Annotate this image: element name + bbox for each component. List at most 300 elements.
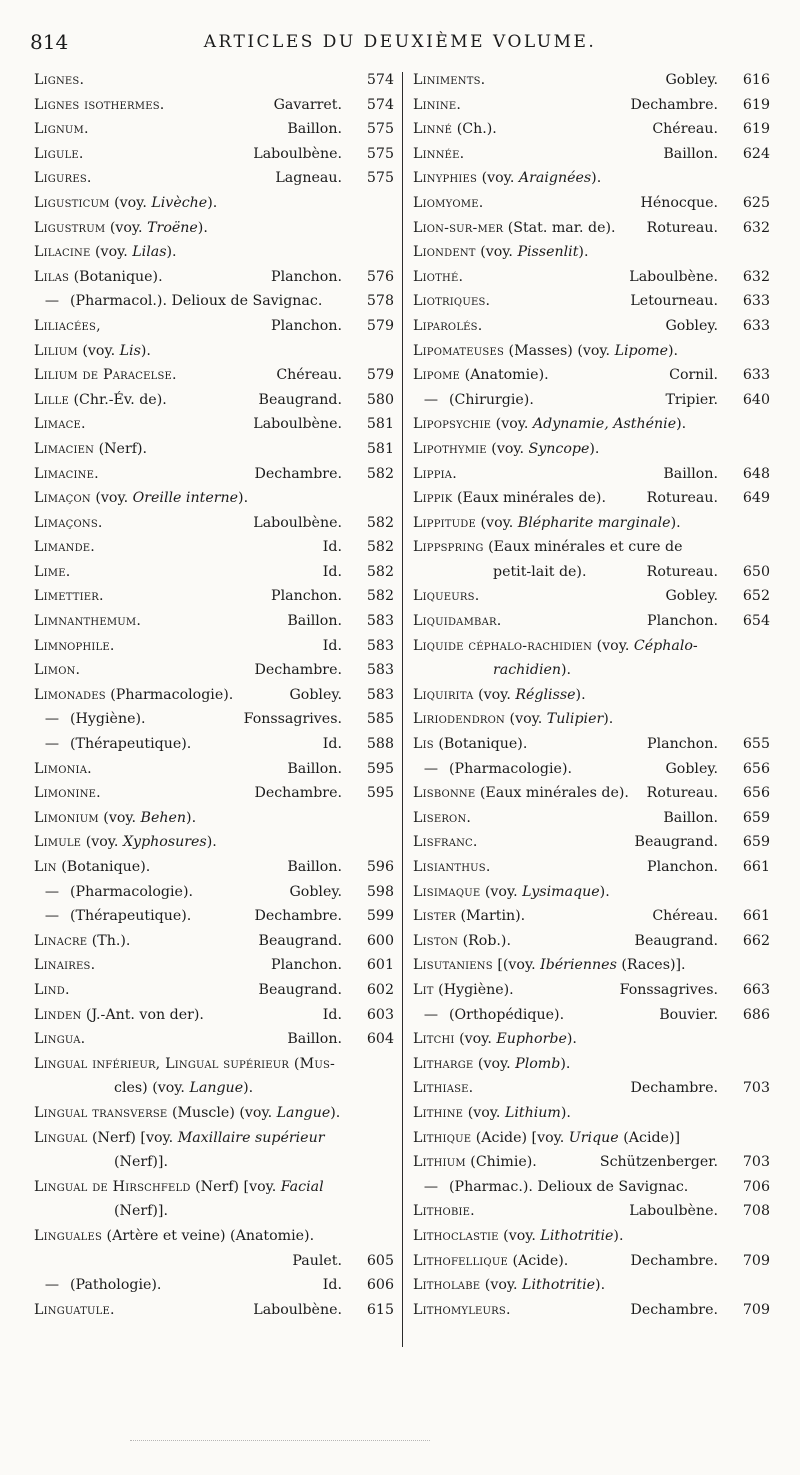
entry-headword: Liothé.: [413, 268, 464, 285]
entry-headword: Linnée.: [413, 145, 465, 162]
entry-qualifier: (Eaux minérales de).: [479, 785, 629, 802]
entry-headword: Liomyome.: [413, 194, 484, 211]
index-entry: [34, 953, 394, 978]
entry-xref: [(voy.: [497, 957, 541, 974]
entry-xref-end: ).: [186, 809, 197, 826]
entry-xref-end: ).: [578, 244, 589, 261]
entry-xref: (voy.: [495, 416, 533, 433]
entry-page: 599: [366, 908, 394, 925]
entry-headword: Lithobie.: [413, 1203, 475, 1220]
entry-author: Dechambre.: [254, 465, 342, 482]
index-entry: [34, 584, 394, 609]
index-entry: [34, 1175, 394, 1224]
entry-headword: Litharge: [413, 1055, 474, 1072]
index-entry: [34, 68, 394, 93]
index-entry: [34, 289, 394, 314]
entry-text: (Nerf) [voy.: [87, 1129, 178, 1146]
entry-headword: Lilacine: [34, 244, 91, 261]
entry-headword: Lin: [34, 859, 57, 875]
entry-page: 595: [366, 760, 394, 777]
entry-xref: (voy.: [481, 170, 519, 187]
entry-page: 619: [742, 96, 770, 113]
index-entry: [413, 1224, 770, 1249]
entry-xref: (voy.: [95, 244, 133, 261]
entry-author: Chéreau.: [652, 121, 718, 138]
entry-xref: (voy.: [103, 809, 141, 826]
entry-qualifier: (Pharmacologie).: [449, 760, 572, 777]
entry-line-2: [34, 1199, 394, 1224]
index-entry: [34, 265, 394, 290]
page-title: ARTICLES DU DEUXIÈME VOLUME.: [203, 32, 597, 52]
entry-page: 659: [742, 834, 770, 851]
page-number: 814: [30, 30, 69, 54]
entry-line-1: [413, 535, 770, 560]
entry-headword: Lille: [34, 391, 69, 408]
entry-headword: Lithine: [413, 1104, 464, 1121]
entry-line-1: [34, 1175, 394, 1200]
entry-page: 619: [742, 121, 770, 138]
index-entry: [413, 166, 770, 191]
entry-page: 661: [742, 908, 770, 925]
entry-xref: (Acide) [voy.: [475, 1129, 569, 1146]
entry-line-1: [34, 1224, 394, 1249]
index-entry: [413, 781, 770, 806]
entry-headword: Lithique: [413, 1129, 472, 1146]
right-column: [413, 68, 770, 1322]
entry-author: Laboulbène.: [629, 1203, 718, 1220]
entry-xref-end: ).: [676, 416, 687, 433]
entry-page: 588: [366, 736, 394, 753]
entry-dash: —: [44, 1277, 60, 1294]
entry-qualifier: (Orthopédique).: [449, 1006, 565, 1023]
entry-xref: (voy.: [484, 1277, 523, 1294]
entry-page: 656: [742, 760, 770, 777]
index-entry: [34, 609, 394, 634]
entry-headword: Lisfranc.: [413, 834, 478, 851]
entry-author: Planchon.: [271, 957, 342, 974]
entry-headword: Liston: [413, 932, 459, 949]
entry-headword: Limnophile.: [34, 637, 115, 654]
entry-page: 581: [366, 440, 394, 457]
index-entry: [413, 93, 770, 118]
entry-xref: (Masses) (voy.: [508, 342, 615, 359]
entry-headword: Liniments.: [413, 72, 486, 88]
entry-page: 615: [366, 1301, 394, 1318]
entry-author: Gobley.: [665, 317, 718, 334]
entry-author: Baillon.: [663, 465, 718, 482]
entry-xref: (voy.: [467, 1104, 505, 1121]
index-entry: [34, 1052, 394, 1101]
index-entry: [413, 289, 770, 314]
entry-page: 616: [742, 72, 770, 88]
index-entry: [413, 1175, 770, 1200]
index-entry: [34, 314, 394, 339]
entry-headword: Liparolés.: [413, 317, 483, 334]
entry-headword: Lithium: [413, 1154, 466, 1171]
entry-headword: Ligures.: [34, 170, 92, 187]
entry-headword: Limacine.: [34, 465, 99, 482]
entry-author: Id.: [322, 736, 342, 753]
entry-dash: —: [44, 736, 60, 753]
entry-page: 709: [742, 1252, 770, 1269]
index-entry: [34, 781, 394, 806]
entry-qualifier: (Stat. mar. de).: [507, 219, 616, 236]
entry-page: 652: [742, 588, 770, 605]
entry-line-1: [34, 1126, 394, 1151]
entry-qualifier: (Hygiène).: [70, 711, 146, 728]
entry-xref-target: Troëne: [147, 219, 198, 236]
entry-headword: Linacre: [34, 932, 88, 949]
entry-qualifier: (Chirurgie).: [449, 391, 534, 408]
index-entry: [34, 535, 394, 560]
index-entry: [413, 880, 770, 905]
entry-headword: Linné: [413, 121, 453, 138]
entry-xref-target: Lithium: [504, 1104, 561, 1121]
entry-xref-end: ).: [599, 883, 610, 900]
entry-xref-target: Tulipier: [546, 711, 604, 728]
entry-headword: Liondent: [413, 244, 476, 261]
entry-author: Baillon.: [287, 613, 342, 630]
index-entry: [34, 511, 394, 536]
entry-headword: Lingual inférieur, Lingual supérieur (Mus-: [34, 1055, 335, 1072]
index-entry: [413, 1126, 770, 1151]
entry-xref-end: ).: [670, 514, 681, 531]
entry-xref-target: Ibériennes: [540, 957, 617, 974]
entry-author: Planchon.: [647, 859, 718, 875]
entry-headword: Liseron.: [413, 809, 472, 826]
entry-author: Dechambre.: [630, 1252, 718, 1269]
entry-headword: Limacien: [34, 440, 95, 457]
index-entry: [34, 904, 394, 929]
entry-qualifier: (Hygiène).: [438, 981, 514, 998]
entry-headword: Limonium: [34, 809, 99, 826]
entry-headword: Lithiase.: [413, 1080, 474, 1097]
entry-xref-target: Réglisse: [515, 686, 576, 703]
entry-headword: Linyphies: [413, 170, 478, 187]
entry-headword: Lippia.: [413, 465, 457, 482]
entry-qualifier: (Chr.-Év. de).: [73, 391, 167, 408]
entry-headword: Lis: [413, 736, 434, 753]
entry-qualifier: (Pathologie).: [70, 1277, 162, 1294]
entry-author: Dechambre.: [630, 1080, 718, 1097]
entry-headword: Lithomyleurs.: [413, 1301, 511, 1318]
entry-text: (Eaux minérales et cure de: [483, 539, 683, 556]
entry-headword: Lipomateuses: [413, 342, 505, 359]
entry-headword: Linine.: [413, 96, 462, 113]
entry-qualifier: (Rob.).: [462, 932, 511, 949]
entry-xref-end: ).: [595, 1277, 606, 1294]
entry-headword: Limonia.: [34, 760, 92, 777]
entry-page: 633: [742, 293, 770, 310]
entry-author: Lagneau.: [275, 170, 342, 187]
index-entry: [34, 757, 394, 782]
index-entry: [413, 191, 770, 216]
entry-xref-end: ).: [589, 440, 600, 457]
entry-author: Hénocque.: [640, 194, 718, 211]
entry-line-2: [413, 560, 770, 585]
entry-author: Dechambre.: [254, 908, 342, 925]
entry-author: Laboulbène.: [253, 1301, 342, 1318]
entry-xref: (Muscle) (voy.: [171, 1104, 277, 1121]
entry-author: Gavarret.: [273, 96, 342, 113]
entry-xref-end: ).: [206, 834, 217, 851]
entry-headword: Lisutaniens: [413, 957, 493, 974]
entry-page: 703: [742, 1080, 770, 1097]
entry-headword: Lister: [413, 908, 456, 925]
entry-headword: Liquidambar.: [413, 613, 502, 630]
entry-qualifier: (J.-Ant. von der).: [85, 1006, 204, 1023]
index-entry: [34, 560, 394, 585]
entry-author: Gobley.: [289, 686, 342, 703]
index-entry: [34, 855, 394, 880]
index-entry: [413, 978, 770, 1003]
entry-dash: —: [423, 1006, 439, 1023]
entry-author: Beaugrand.: [634, 834, 718, 851]
entry-text: (Artère et veine) (Anatomie).: [102, 1227, 315, 1244]
entry-author: Beaugrand.: [258, 981, 342, 998]
index-entry: [413, 142, 770, 167]
index-entry: [413, 683, 770, 708]
entry-line-1: [413, 634, 770, 659]
entry-qualifier: (Thérapeutique).: [70, 736, 192, 753]
index-entry: [34, 191, 394, 216]
index-entry: [34, 412, 394, 437]
entry-xref-end: ).: [207, 194, 218, 211]
entry-page: 581: [366, 416, 394, 433]
entry-headword: Limon.: [34, 662, 81, 679]
entry-qualifier: (Botanique).: [73, 268, 163, 285]
entry-page: 601: [366, 957, 394, 974]
index-entry: [413, 904, 770, 929]
entry-xref: (voy.: [484, 883, 523, 900]
entry-xref-target: Lithotritie: [522, 1277, 596, 1294]
entry-author: Planchon.: [647, 613, 718, 630]
entry-page: 656: [742, 785, 770, 802]
entry-headword: Lilium de Paracelse.: [34, 367, 177, 384]
index-entry: [413, 117, 770, 142]
entry-xref: (voy.: [503, 1227, 541, 1244]
index-entry: [34, 93, 394, 118]
entry-author: Rotureau.: [646, 219, 718, 236]
footer-rule: [130, 1440, 430, 1445]
entry-author: Baillon.: [663, 145, 718, 162]
entry-xref-end: ).: [591, 170, 602, 187]
entry-headword: Limande.: [34, 539, 96, 556]
entry-author: Baillon.: [663, 809, 718, 826]
index-entry: [413, 511, 770, 536]
index-entry: [413, 462, 770, 487]
entry-xref-target: Lithotritie: [540, 1227, 614, 1244]
entry-headword: Lingual transverse: [34, 1104, 168, 1121]
entry-author: Laboulbène.: [629, 268, 718, 285]
entry-page: 605: [366, 1252, 394, 1269]
entry-author: Rotureau.: [646, 563, 718, 580]
entry-page: 606: [366, 1277, 394, 1294]
entry-author: Schützenberger.: [599, 1154, 718, 1171]
entry-xref-target: Araignées: [518, 170, 592, 187]
entry-xref-target: Plomb: [515, 1055, 561, 1072]
entry-line-2: [34, 1150, 394, 1175]
entry-qualifier: (Nerf).: [98, 440, 148, 457]
entry-qualifier: (Ch.).: [456, 121, 497, 138]
entry-xref-end: ).: [560, 1104, 571, 1121]
entry-headword: Lilium: [34, 342, 78, 359]
entry-xref-target: Langue: [189, 1080, 244, 1097]
index-entry: [413, 486, 770, 511]
entry-xref-target: Langue: [276, 1104, 331, 1121]
entry-page: 633: [742, 367, 770, 384]
index-entry: [34, 437, 394, 462]
index-entry: [413, 68, 770, 93]
index-entry: [34, 683, 394, 708]
entry-author: Gobley.: [665, 72, 718, 88]
entry-author: Id.: [322, 1006, 342, 1023]
entry-qualifier: (Botanique).: [61, 859, 151, 875]
index-entry: [34, 462, 394, 487]
entry-dash: —: [44, 883, 60, 900]
entry-author: Id.: [322, 563, 342, 580]
entry-author: Planchon.: [271, 317, 342, 334]
entry-headword: Liriodendron: [413, 711, 506, 728]
entry-page: 632: [742, 268, 770, 285]
entry-qualifier: (Th.).: [91, 932, 131, 949]
entry-headword: Limaçon: [34, 490, 91, 507]
index-entry: [34, 216, 394, 241]
entry-page: 654: [742, 613, 770, 630]
entry-text: petit-lait de).: [493, 563, 587, 580]
entry-page: 574: [366, 72, 394, 88]
entry-headword: Lipome: [413, 367, 461, 384]
entry-xref: (voy.: [85, 834, 123, 851]
entry-headword: Lisianthus.: [413, 859, 491, 875]
entry-xref-end: ).: [330, 1104, 341, 1121]
entry-text: ).: [561, 662, 572, 679]
entry-page: 709: [742, 1301, 770, 1318]
entry-author: Planchon.: [271, 268, 342, 285]
entry-headword: Lingual: [34, 1129, 88, 1146]
entry-page: 708: [742, 1203, 770, 1220]
entry-page: 703: [742, 1154, 770, 1171]
entry-headword: Lithoclastie: [413, 1227, 499, 1244]
entry-page: 624: [742, 145, 770, 162]
index-entry: [413, 1003, 770, 1028]
entry-author: Chéreau.: [652, 908, 718, 925]
entry-author: Dechambre.: [254, 662, 342, 679]
entry-headword: Lingua.: [34, 1031, 86, 1048]
entry-headword: Limaçons.: [34, 514, 103, 531]
entry-author: Gobley.: [665, 588, 718, 605]
index-entry: [413, 216, 770, 241]
entry-page: 632: [742, 219, 770, 236]
entry-dash: —: [44, 908, 60, 925]
index-entry: [34, 658, 394, 683]
entry-page: 583: [366, 662, 394, 679]
entry-author: Id.: [322, 539, 342, 556]
entry-xref-target: rachidien: [493, 662, 562, 679]
entry-author: Laboulbène.: [253, 145, 342, 162]
index-entry: [413, 1249, 770, 1274]
entry-author: Laboulbène.: [253, 514, 342, 531]
entry-author: Baillon.: [287, 760, 342, 777]
entry-text: (Nerf)].: [114, 1154, 168, 1171]
entry-page: 580: [366, 391, 394, 408]
index-entry: [34, 240, 394, 265]
index-entry: [413, 953, 770, 978]
entry-xref: (voy.: [491, 440, 529, 457]
entry-xref-end: ).: [668, 342, 679, 359]
entry-page: 579: [366, 367, 394, 384]
index-entry: [413, 437, 770, 462]
entry-author: Rotureau.: [646, 490, 718, 507]
entry-page: 663: [742, 981, 770, 998]
entry-page: 575: [366, 121, 394, 138]
index-entry: [34, 1224, 394, 1273]
entry-page: 582: [366, 563, 394, 580]
entry-page: 579: [366, 317, 394, 334]
entry-author: Cornil.: [669, 367, 718, 384]
entry-page: 582: [366, 465, 394, 482]
entry-author: Fonssagrives.: [619, 981, 718, 998]
index-entry: [34, 929, 394, 954]
entry-xref-target: Xyphosures: [122, 834, 207, 851]
index-entry: [34, 1101, 394, 1126]
entry-xref-target: Euphorbe: [496, 1031, 567, 1048]
entry-qualifier: (Pharmacol.). Delioux de Savignac.: [70, 293, 323, 310]
entry-page: 582: [366, 588, 394, 605]
entry-headword: Lisimaque: [413, 883, 481, 900]
entry-xref-target: Urique: [568, 1129, 619, 1146]
entry-qualifier: (Anatomie).: [464, 367, 549, 384]
entry-xref: (voy.: [478, 686, 516, 703]
entry-qualifier: (Eaux minérales de).: [456, 490, 606, 507]
entry-xref-end: ).: [166, 244, 177, 261]
entry-xref-target: Pissenlit: [517, 244, 579, 261]
entry-page: 596: [366, 859, 394, 875]
entry-headword: Lignum.: [34, 121, 89, 138]
entry-author: Baillon.: [287, 121, 342, 138]
index-entry: [34, 1003, 394, 1028]
entry-author: Beaugrand.: [258, 391, 342, 408]
index-entry: [34, 388, 394, 413]
entry-xref-end: ).: [560, 1055, 571, 1072]
entry-xref: (voy.: [109, 219, 148, 236]
entry-xref: (voy.: [480, 244, 518, 261]
entry-headword: Limonine.: [34, 785, 101, 802]
entry-xref-end: ).: [197, 219, 208, 236]
entry-headword: Lignes isothermes.: [34, 96, 165, 113]
index-entry: [413, 240, 770, 265]
index-entry: [34, 1298, 394, 1323]
index-entry: [413, 707, 770, 732]
page-header: [30, 30, 770, 56]
entry-headword: Lilas: [34, 268, 70, 285]
entry-page: 706: [742, 1178, 770, 1195]
index-entry: [34, 732, 394, 757]
index-entry: [413, 929, 770, 954]
index-entry: [413, 1076, 770, 1101]
entry-qualifier: (Thérapeutique).: [70, 908, 192, 925]
entry-headword: Limule: [34, 834, 82, 851]
entry-page: 575: [366, 145, 394, 162]
entry-headword: Ligusticum: [34, 194, 110, 211]
entry-xref-target: Maxillaire supérieur: [177, 1129, 325, 1146]
entry-page: 585: [366, 711, 394, 728]
entry-headword: Liotriques.: [413, 293, 491, 310]
entry-xref-end: ).: [566, 1031, 577, 1048]
entry-author: Laboulbène.: [253, 416, 342, 433]
entry-page: 633: [742, 317, 770, 334]
entry-headword: Linguales: [34, 1227, 103, 1244]
